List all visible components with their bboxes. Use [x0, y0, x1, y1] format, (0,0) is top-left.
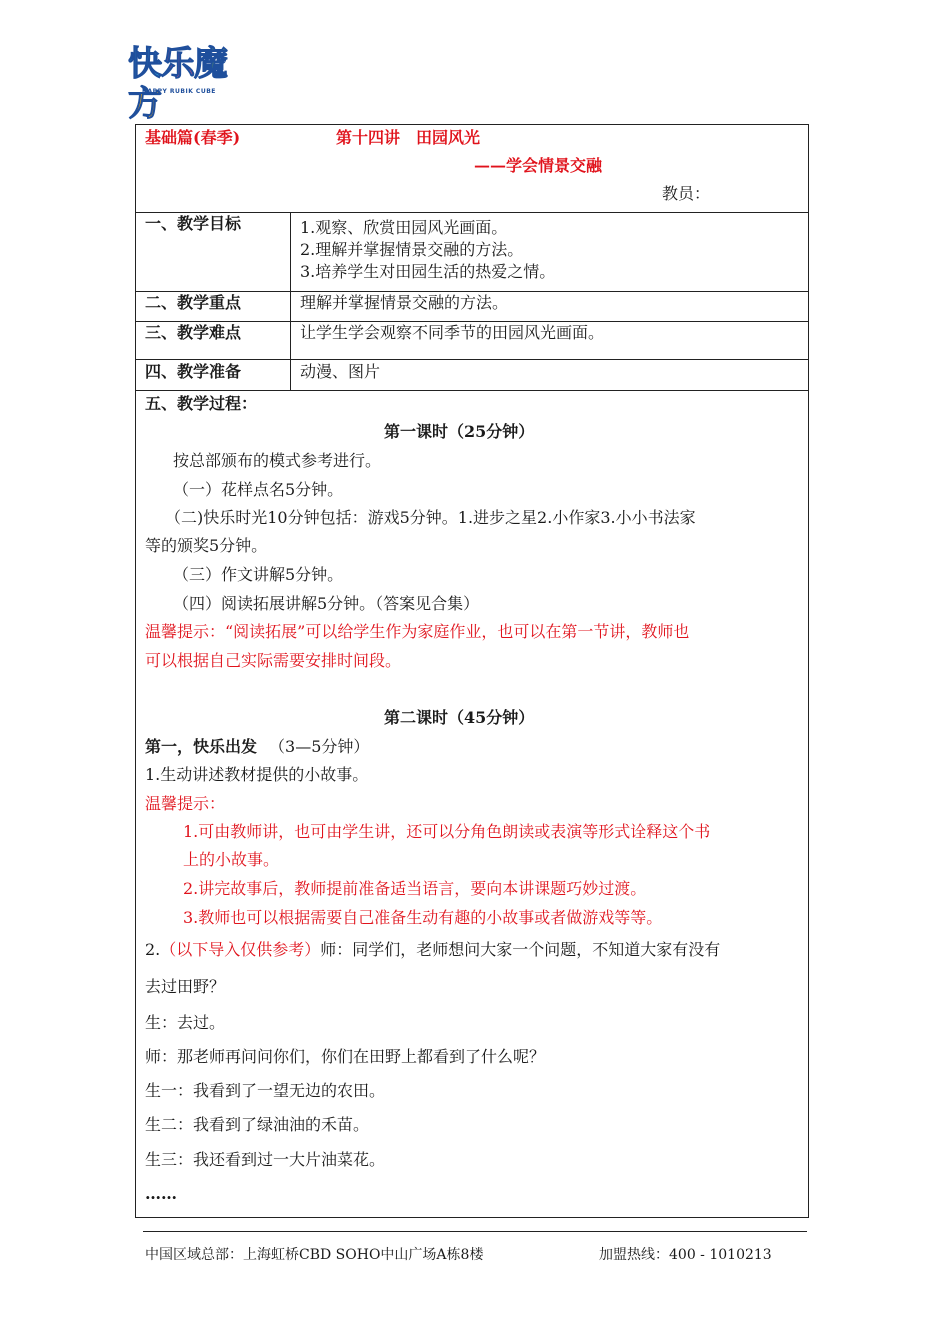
lesson-plan-table [135, 124, 809, 1218]
step2-prefix: 2. [145, 940, 161, 959]
logo-subtitle: HAPPY RUBIK CUBE [142, 88, 216, 95]
row-divider [136, 212, 808, 213]
tip1-line: 温馨提示：“阅读拓展”可以给学生作为家庭作业，也可以在第一节讲，教师也 [145, 622, 690, 641]
period1-line: 按总部颁布的模式参考进行。 [173, 451, 382, 470]
period1-line: （三）作文讲解5分钟。 [173, 565, 344, 584]
row-divider [136, 390, 808, 391]
period1-line: （四）阅读拓展讲解5分钟。（答案见合集） [173, 594, 480, 613]
goal-line: 1.观察、欣赏田园风光画面。 [300, 218, 508, 237]
tip2-line: 3.教师也可以根据需要自己准备生动有趣的小故事或者做游戏等等。 [183, 908, 663, 927]
tip2-line: 上的小故事。 [183, 850, 280, 869]
difficulty-text: 让学生学会观察不同季节的田园风光画面。 [300, 323, 605, 342]
logo-char-3: 魔 [194, 44, 227, 84]
step2-note: （以下导入仅供参考） [160, 940, 321, 959]
step2-body: 师：同学们，老师想问大家一个问题，不知道大家有没有 [320, 940, 721, 959]
step2-continued: 去过田野？ [145, 977, 226, 996]
row-divider [136, 291, 808, 292]
step1-text: 1.生动讲述教材提供的小故事。 [145, 765, 369, 784]
brand-logo [128, 44, 258, 124]
part1-time: （3—5分钟） [269, 737, 370, 756]
footer-hotline: 加盟热线：400 - 1010213 [599, 1247, 772, 1263]
focus-label: 二、教学重点 [145, 293, 242, 312]
tip2-line: 2.讲完故事后，教师提前准备适当语言，要向本讲课题巧妙过渡。 [183, 879, 647, 898]
period1-title: 第一课时（25分钟） [384, 422, 535, 441]
lesson-subtitle: ——学会情景交融 [474, 156, 603, 175]
tip2-line: 1.可由教师讲，也可由学生讲，还可以分角色朗读或表演等形式诠释这个书 [183, 822, 711, 841]
column-divider [290, 212, 291, 390]
logo-char-1: 快 [128, 44, 161, 84]
difficulty-label: 三、教学难点 [145, 323, 242, 342]
logo-char-2: 乐 [161, 44, 194, 84]
period2-title: 第二课时（45分钟） [384, 708, 535, 727]
goal-line: 3.培养学生对田园生活的热爱之情。 [300, 262, 556, 281]
dialog-line: 生三：我还看到过一大片油菜花。 [145, 1150, 386, 1169]
dialog-line: 生一：我看到了一望无边的农田。 [145, 1081, 386, 1100]
logo-text [128, 44, 258, 124]
process-heading: 五、教学过程： [145, 394, 258, 413]
footer-address: 中国区域总部：上海虹桥CBD SOHO中山广场A栋8楼 [145, 1247, 484, 1263]
part1-heading [145, 737, 369, 757]
tip1-line: 可以根据自己实际需要安排时间段。 [145, 651, 402, 670]
period1-line: （一）花样点名5分钟。 [173, 480, 344, 499]
goal-line: 2.理解并掌握情景交融的方法。 [300, 240, 524, 259]
goal-label: 一、教学目标 [145, 214, 242, 233]
dialog-line: 师：那老师再问问你们，你们在田野上都看到了什么呢？ [145, 1047, 546, 1066]
period1-line: 等的颁奖5分钟。 [145, 536, 268, 555]
series-label: 基础篇(春季) [145, 128, 241, 147]
ellipsis: …… [145, 1184, 177, 1203]
tip2-title: 温馨提示： [145, 794, 226, 813]
row-divider [136, 359, 808, 360]
teacher-label: 教员： [662, 184, 711, 203]
step2-text [145, 940, 720, 960]
footer-rule [143, 1231, 807, 1232]
prep-label: 四、教学准备 [145, 362, 242, 381]
row-divider [136, 321, 808, 322]
lesson-title: 第十四讲 田园风光 [336, 128, 481, 147]
dialog-line: 生二：我看到了绿油油的禾苗。 [145, 1115, 370, 1134]
logo-char-4: 方 [128, 84, 161, 124]
focus-text: 理解并掌握情景交融的方法。 [300, 293, 509, 312]
part1-title: 第一，快乐出发 [145, 737, 258, 756]
prep-text: 动漫、图片 [300, 362, 381, 381]
dialog-line: 生：去过。 [145, 1013, 226, 1032]
period1-line: （二)快乐时光10分钟包括：游戏5分钟。1.进步之星2.小作家3.小小书法家 [165, 508, 696, 527]
